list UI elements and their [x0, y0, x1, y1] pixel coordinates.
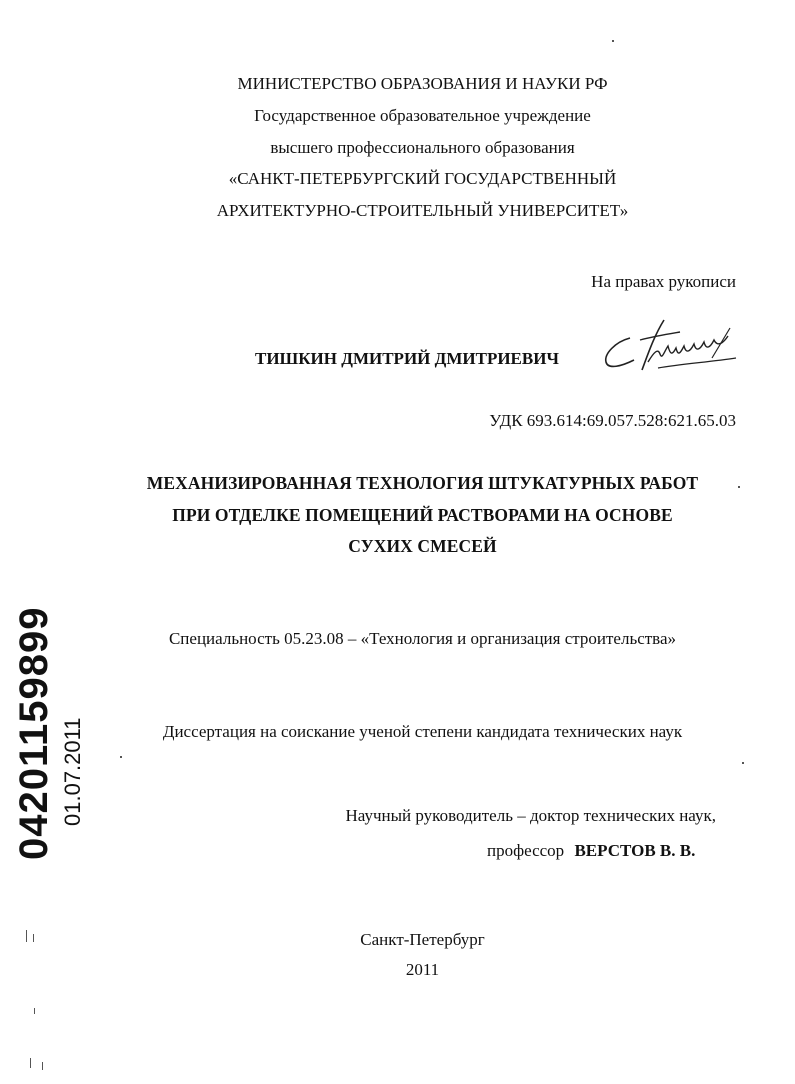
university-line-2: АРХИТЕКТУРНО-СТРОИТЕЛЬНЫЙ УНИВЕРСИТЕТ» [216, 201, 629, 220]
scan-speck [33, 934, 34, 942]
institution-line-1: Государственное образовательное учреждение [254, 106, 591, 125]
university-line-1: «САНКТ-ПЕТЕРБУРГСКИЙ ГОСУДАРСТВЕННЫЙ [228, 169, 617, 188]
scan-speck [30, 1058, 31, 1068]
city: Санкт-Петербург [360, 930, 485, 949]
author-signature-icon [600, 318, 740, 378]
udk-code: УДК 693.614:69.057.528:621.65.03 [489, 411, 736, 430]
library-stamp-number: 04201159899 [12, 606, 56, 860]
title-line-3: СУХИХ СМЕСЕЙ [348, 536, 497, 556]
scan-speck [738, 486, 740, 488]
institution-line-2: высшего профессионального образования [270, 138, 575, 157]
library-stamp-date: 01.07.2011 [60, 717, 85, 826]
supervisor-line: Научный руководитель – доктор технических наук, [345, 806, 716, 825]
supervisor-title: профессор [487, 841, 565, 860]
scan-speck [742, 762, 744, 764]
author-name: ТИШКИН ДМИТРИЙ ДМИТРИЕВИЧ [255, 349, 559, 368]
scan-speck [120, 756, 122, 758]
supervisor-name-line [487, 841, 695, 861]
scan-speck [26, 930, 27, 942]
ministry-heading: МИНИСТЕРСТВО ОБРАЗОВАНИЯ И НАУКИ РФ [237, 74, 608, 93]
manuscript-note: На правах рукописи [591, 272, 736, 291]
scan-speck [34, 1008, 35, 1014]
scan-speck [42, 1062, 43, 1070]
supervisor-name: ВЕРСТОВ В. В. [574, 841, 696, 860]
scan-speck [612, 40, 614, 42]
specialty-line: Специальность 05.23.08 – «Технология и организация строительства» [168, 629, 677, 648]
dissertation-degree-line: Диссертация на соискание ученой степени кандидата технических наук [162, 722, 683, 741]
title-line-1: МЕХАНИЗИРОВАННАЯ ТЕХНОЛОГИЯ ШТУКАТУРНЫХ РАБОТ [146, 473, 699, 493]
year: 2011 [405, 960, 440, 979]
title-line-2: ПРИ ОТДЕЛКЕ ПОМЕЩЕНИЙ РАСТВОРАМИ НА ОСНОВЕ [172, 505, 673, 525]
